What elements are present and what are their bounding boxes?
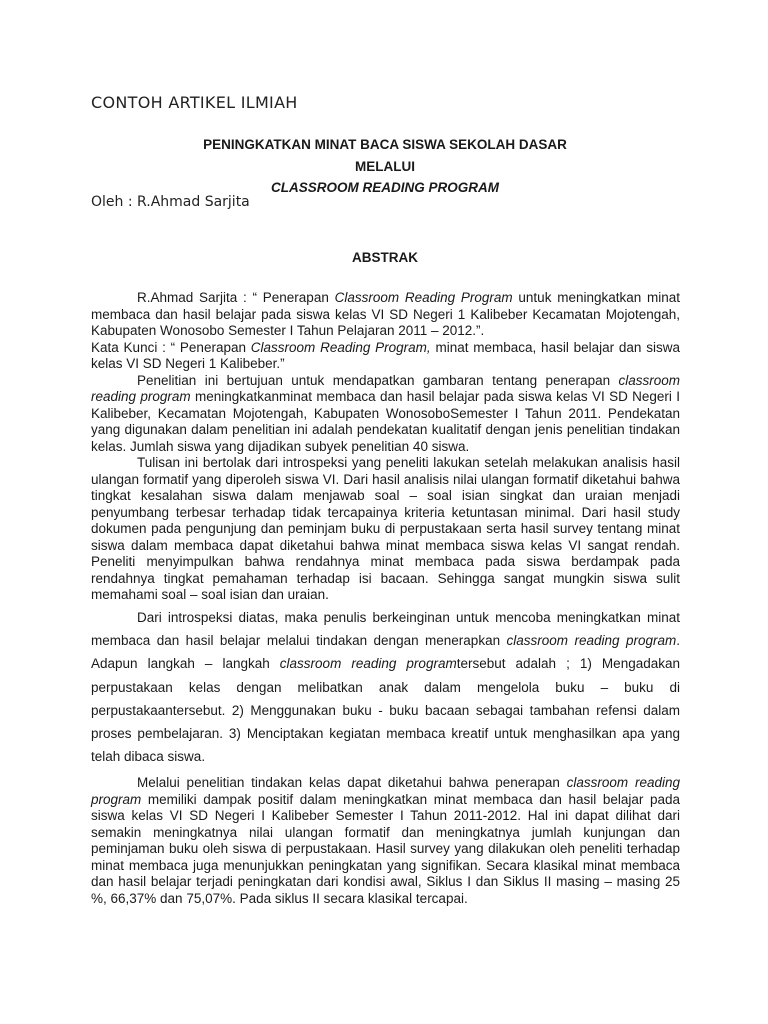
abstract-paragraph-4: Tulisan ini bertolak dari introspeksi yang peneliti lakukan setelah melakukan analisis hasil ulangan formatif yang diperoleh siswa VI. Dari hasil analisis nilai ulangan formatif diketahui bahwa tingkat kesalahan siswa dalam menjawab soal – soal isian singkat dan uraian menjadi penyumbang terbesar terhadap tidak tercapainya kriteria ketuntasan minimal. Dari hasil study dokumen pada pengunjung dan peminjam buku di perpustakaan serta hasil survey tentang minat siswa dalam membaca dapat diketahui bahwa minat membaca siswa kelas VI sangat rendah. Peneliti menyimpulkan bahwa rendahnya minat membaca pada siswa berdampak pada rendahnya tingkat pemahaman terhadap isi bacaan. Sehingga sangat mungkin siswa sulit memahami soal – soal isian dan uraian. xyxy=(91,455,680,602)
document-label: CONTOH ARTIKEL ILMIAH xyxy=(91,93,298,112)
abstract-body-spaced xyxy=(91,606,680,768)
abstract-body xyxy=(91,290,680,604)
p1-text-b: Classroom Reading Program xyxy=(334,290,513,305)
keywords-paragraph xyxy=(91,340,680,373)
abstract-heading: ABSTRAK xyxy=(352,250,418,265)
p2-text-c: minat membaca, hasil belajar dan siswa kelas VI SD Negeri 1 Kalibeber.” xyxy=(91,339,680,371)
p6-text-b: classroom reading program xyxy=(91,775,680,807)
title-line-2: MELALUI xyxy=(355,158,415,174)
p3-text-b: classroom reading program xyxy=(91,372,680,404)
abstract-body-final xyxy=(91,775,680,907)
p3-text-c: meningkatkanminat membaca dan hasil belajar pada siswa kelas VI SD Negeri I Kalibeber, Kecamatan Mojotengah, Kabupaten WonosoboSemester I Tahun 2011. Pendekatan yang digunakan dalam penelitian ini adalah pendekatan kualitatif dengan jenis penelitian tindakan kelas. Jumlah siswa yang dijadikan subyek penelitian 40 siswa. xyxy=(91,389,680,454)
abstract-paragraph-5 xyxy=(91,606,680,768)
p5-text-c: . Adapun langkah – langkah xyxy=(91,633,680,672)
p6-text-c: memiliki dampak positif dalam meningkatkan minat membaca dan hasil belajar pada siswa kelas VI SD Negeri I Kalibeber Semester I Tahun 2011-2012. Hal ini dapat dilihat dari semakin meningkatnya nilai ulangan formatif dan meningkatnya jumlah kunjungan dan peminjaman buku oleh siswa di perpustakaan. Hasil survey yang dilakukan oleh peneliti terhadap minat membaca juga menunjukkan peningkatan yang signifikan. Secara klasikal minat membaca dan hasil belajar terjadi peningkatan dari kondisi awal, Siklus I dan Siklus II masing – masing 25 %, 66,37% dan 75,07%. Pada siklus II secara klasikal tercapai. xyxy=(91,791,680,906)
p5-text-d: classroom reading program xyxy=(279,656,457,672)
title-line-3: CLASSROOM READING PROGRAM xyxy=(270,180,499,195)
p5-text-b: classroom reading program xyxy=(506,633,677,649)
p5-text-a: Dari introspeksi diatas, maka penulis berkeinginan untuk mencoba meningkatkan minat membaca dan hasil belajar melalui tindakan dengan menerapkan xyxy=(91,610,680,649)
p3-text-a: Penelitian ini bertujuan untuk mendapatkan gambaran tentang penerapan xyxy=(137,372,619,388)
p2-text-b: Classroom Reading Program, xyxy=(250,339,431,355)
title-line-1: PENINGKATKAN MINAT BACA SISWA SEKOLAH DASAR xyxy=(203,137,567,152)
p1-text-a: R.Ahmad Sarjita : “ Penerapan xyxy=(137,290,335,305)
p2-text-a: Kata Kunci : “ Penerapan xyxy=(91,339,251,355)
p6-text-a: Melalui penelitian tindakan kelas dapat diketahui bahwa penerapan xyxy=(137,775,567,790)
abstract-paragraph-1 xyxy=(91,290,680,340)
p1-text-c: untuk meningkatkan minat membaca dan hasil belajar pada siswa kelas VI SD Negeri 1 Kalibeber Kecamatan Mojotengah, Kabupaten Wonosobo Semester I Tahun Pelajaran 2011 – 2012.”. xyxy=(91,290,681,338)
author-byline: Oleh : R.Ahmad Sarjita xyxy=(91,194,250,210)
abstract-paragraph-3 xyxy=(91,373,680,456)
p5-text-e: tersebut adalah ; 1) Mengadakan perpustakaan kelas dengan melibatkan anak dalam mengelola buku – buku di perpustakaantersebut. 2) Menggunakan buku - buku bacaan sebagai tambahan refensi dalam proses pembelajaran. 3) Menciptakan kegiatan membaca kreatif untuk menghasilkan apa yang telah dibaca siswa. xyxy=(91,656,680,765)
article-title xyxy=(90,134,680,199)
abstract-paragraph-6 xyxy=(91,775,680,907)
